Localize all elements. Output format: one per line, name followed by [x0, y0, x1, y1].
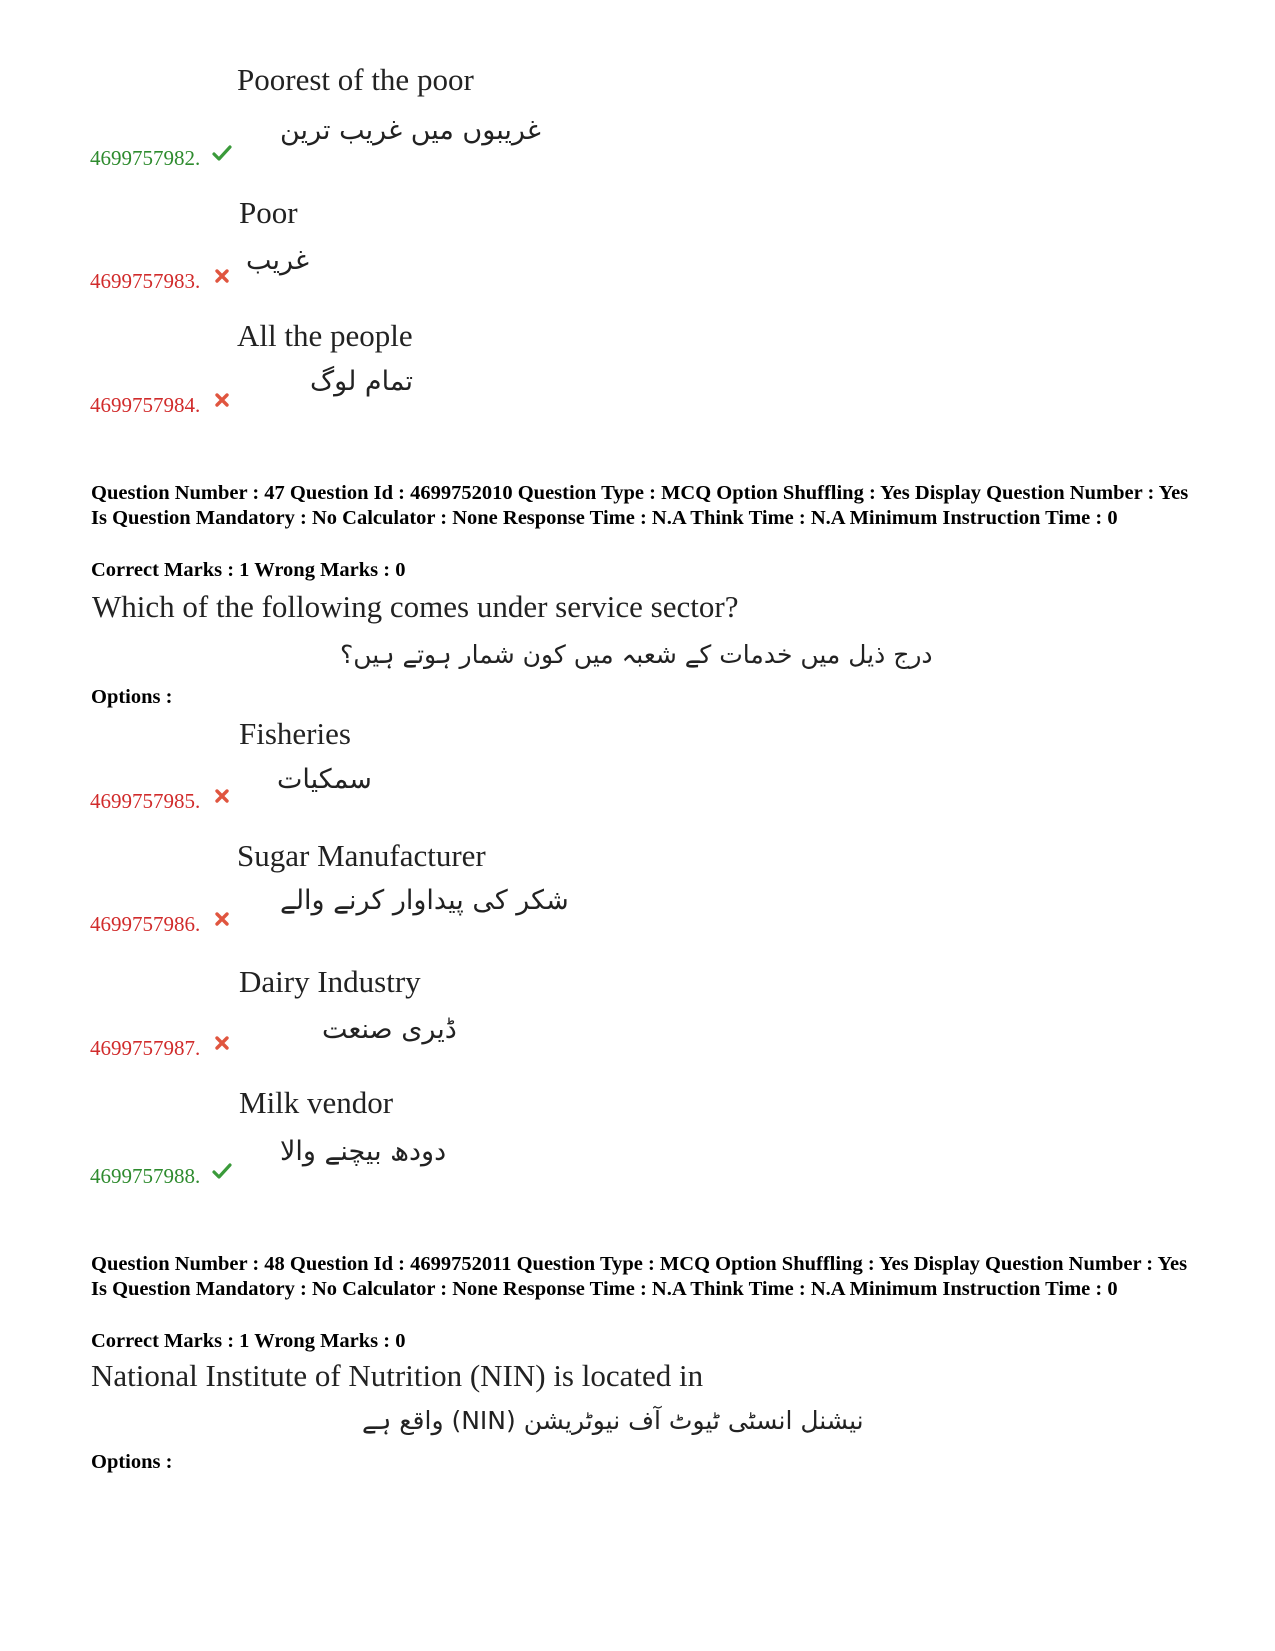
option-urdu-text: غریب — [246, 245, 310, 276]
option-id-wrong — [90, 1033, 232, 1061]
marks-line: Correct Marks : 1 Wrong Marks : 0 — [91, 559, 406, 581]
option-id-label: 4699757985. — [90, 789, 201, 813]
option-urdu-text: تمام لوگ — [310, 366, 413, 397]
question-metadata: Question Number : 48 Question Id : 4699752011 Question Type : MCQ Option Shuffling : Yes Display Question Number : Yes Is Question Mandatory : No Calculator : None Response Time : N.A Think Time : N.A Minimum Instruction Time : 0 — [91, 1253, 1188, 1300]
cross-icon — [212, 390, 232, 410]
option-id-label: 4699757982. — [90, 146, 201, 170]
option-id-wrong — [90, 786, 232, 814]
cross-icon — [212, 1033, 232, 1053]
option-urdu-text: دودھ بیچنے والا — [280, 1136, 447, 1167]
option-id-wrong — [90, 390, 232, 418]
options-label: Options : — [91, 686, 173, 708]
option-id-label: 4699757988. — [90, 1164, 201, 1188]
question-urdu-text: نیشنل انسٹی ٹیوٹ آف نیوٹریشن (NIN) واقع ہے — [362, 1406, 864, 1435]
cross-icon — [212, 266, 232, 286]
check-icon — [212, 1161, 232, 1181]
question-metadata: Question Number : 47 Question Id : 4699752010 Question Type : MCQ Option Shuffling : Yes Display Question Number : Yes Is Question Mandatory : No Calculator : None Response Time : N.A Think Time : N.A Minimum Instruction Time : 0 — [91, 482, 1189, 529]
option-english-text: Dairy Industry — [239, 964, 421, 999]
option-urdu-text: ڈیری صنعت — [322, 1014, 457, 1045]
option-english-text: Fisheries — [239, 716, 351, 751]
option-english-text: All the people — [237, 318, 413, 353]
option-urdu-text: شکر کی پیداوار کرنے والے — [280, 885, 569, 916]
option-id-label: 4699757986. — [90, 912, 201, 936]
option-id-wrong — [90, 909, 232, 937]
option-id-correct — [90, 1161, 232, 1189]
option-id-label: 4699757983. — [90, 269, 201, 293]
option-id-label: 4699757987. — [90, 1036, 201, 1060]
option-id-wrong — [90, 266, 232, 294]
option-urdu-text: غریبوں میں غریب ترین — [280, 115, 541, 146]
option-english-text: Poorest of the poor — [237, 62, 474, 97]
question-english-text: National Institute of Nutrition (NIN) is located in — [91, 1358, 704, 1393]
check-icon — [212, 143, 232, 163]
question-urdu-text: درج ذیل میں خدمات کے شعبہ میں کون شمار ہوتے ہیں؟ — [340, 640, 933, 669]
option-english-text: Sugar Manufacturer — [237, 838, 486, 873]
cross-icon — [212, 909, 232, 929]
option-id-label: 4699757984. — [90, 393, 201, 417]
options-label: Options : — [91, 1451, 173, 1473]
option-urdu-text: سمکیات — [277, 764, 372, 795]
question-english-text: Which of the following comes under service sector? — [92, 589, 739, 624]
option-english-text: Poor — [239, 195, 298, 230]
cross-icon — [212, 786, 232, 806]
marks-line: Correct Marks : 1 Wrong Marks : 0 — [91, 1330, 406, 1352]
option-english-text: Milk vendor — [239, 1085, 394, 1120]
option-id-correct — [90, 143, 232, 171]
